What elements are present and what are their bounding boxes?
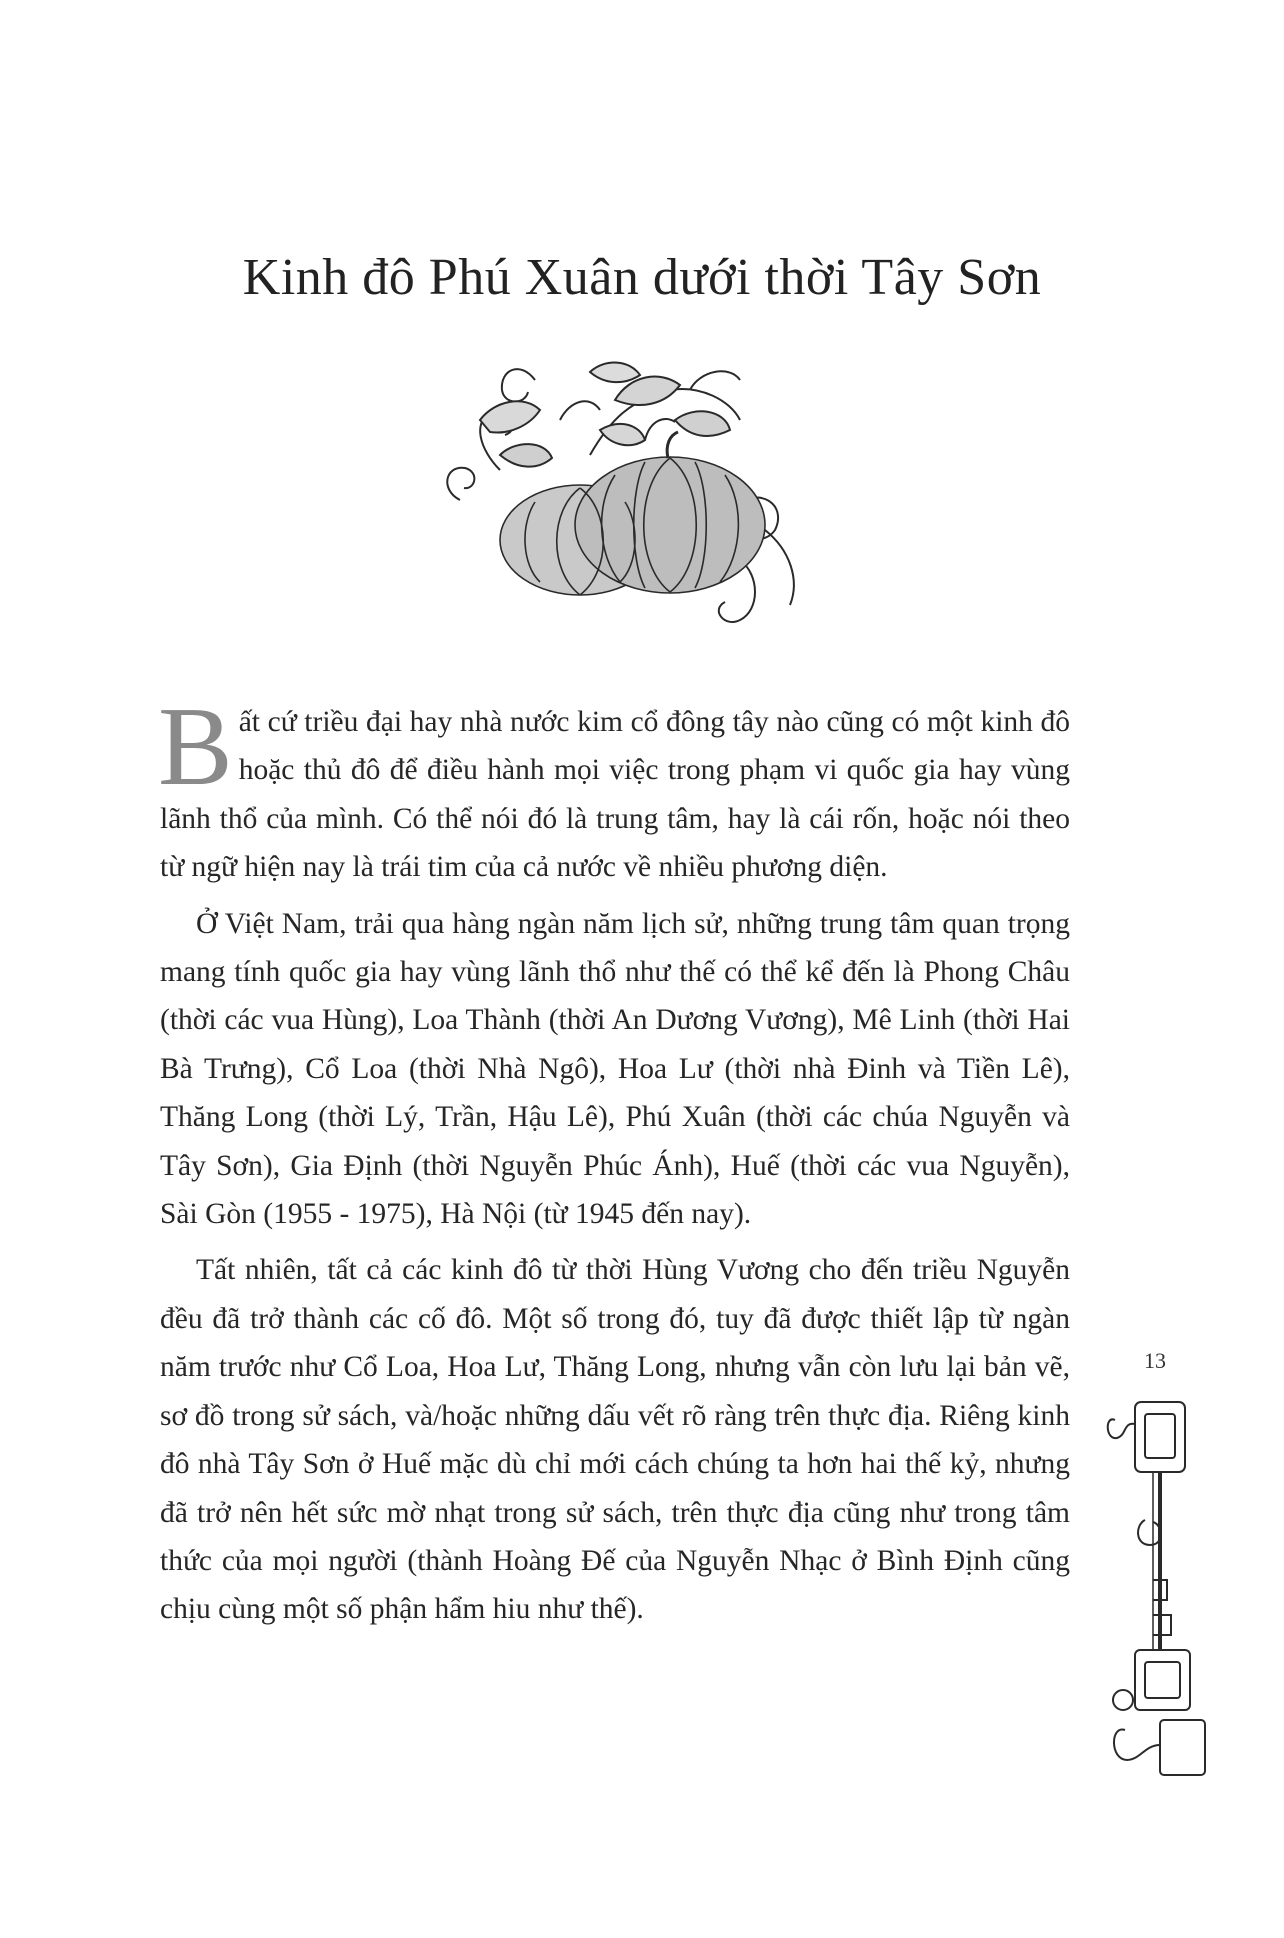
key-ornament-icon: [1105, 1400, 1215, 1800]
paragraph-2: Ở Việt Nam, trải qua hàng ngàn năm lịch sử, những trung tâm quan trọng mang tính quốc gia hay vùng lãnh thổ như thế có thể kể đến là Phong Châu (thời các vua Hùng), Loa Thành (thời An Dương Vương), Mê Linh (thời Hai Bà Trưng), Cổ Loa (thời Nhà Ngô), Hoa Lư (thời nhà Đinh và Tiền Lê), Thăng Long (thời Lý, Trần, Hậu Lê), Phú Xuân (thời các chúa Nguyễn và Tây Sơn), Gia Định (thời Nguyễn Phúc Ánh), Huế (thời các vua Nguyễn), Sài Gòn (1955 - 1975), Hà Nội (từ 1945 đến nay).: [160, 907, 1070, 1231]
page-number: 13: [1144, 1348, 1166, 1373]
drop-cap: B: [158, 685, 233, 809]
pumpkin-vine-icon: [440, 360, 860, 660]
paragraph-3: Tất nhiên, tất cả các kinh đô từ thời Hùng Vương cho đến triều Nguyễn đều đã trở thành các cố đô. Một số trong đó, tuy đã được thiết lập từ ngàn năm trước như Cổ Loa, Hoa Lư, Thăng Long, nhưng vẫn còn lưu lại bản vẽ, sơ đồ trong sử sách, và/hoặc những dấu vết rõ ràng trên thực địa. Riêng kinh đô nhà Tây Sơn ở Huế mặc dù chỉ mới cách chúng ta hơn hai thế kỷ, nhưng đã trở nên hết sức mờ nhạt trong sử sách, trên thực địa cũng như trong tâm thức của mọi người (thành Hoàng Đế của Nguyễn Nhạc ở Bình Định cũng chịu cùng một số phận hẩm hiu như thế).: [160, 1254, 1070, 1626]
article-body: [158, 685, 1070, 1642]
paragraph-1-text: ất cứ triều đại hay nhà nước kim cổ đông tây nào cũng có một kinh đô hoặc thủ đô để điều hành mọi việc trong phạm vi quốc gia hay vùng lãnh thổ của mình. Có thể nói đó là trung tâm, hay là cái rốn, hoặc nói theo từ ngữ hiện nay là trái tim của cả nước về nhiều phương diện.: [160, 706, 1070, 884]
page-title: Kinh đô Phú Xuân dưới thời Tây Sơn: [242, 249, 1042, 306]
paragraph-1: [158, 685, 1070, 892]
